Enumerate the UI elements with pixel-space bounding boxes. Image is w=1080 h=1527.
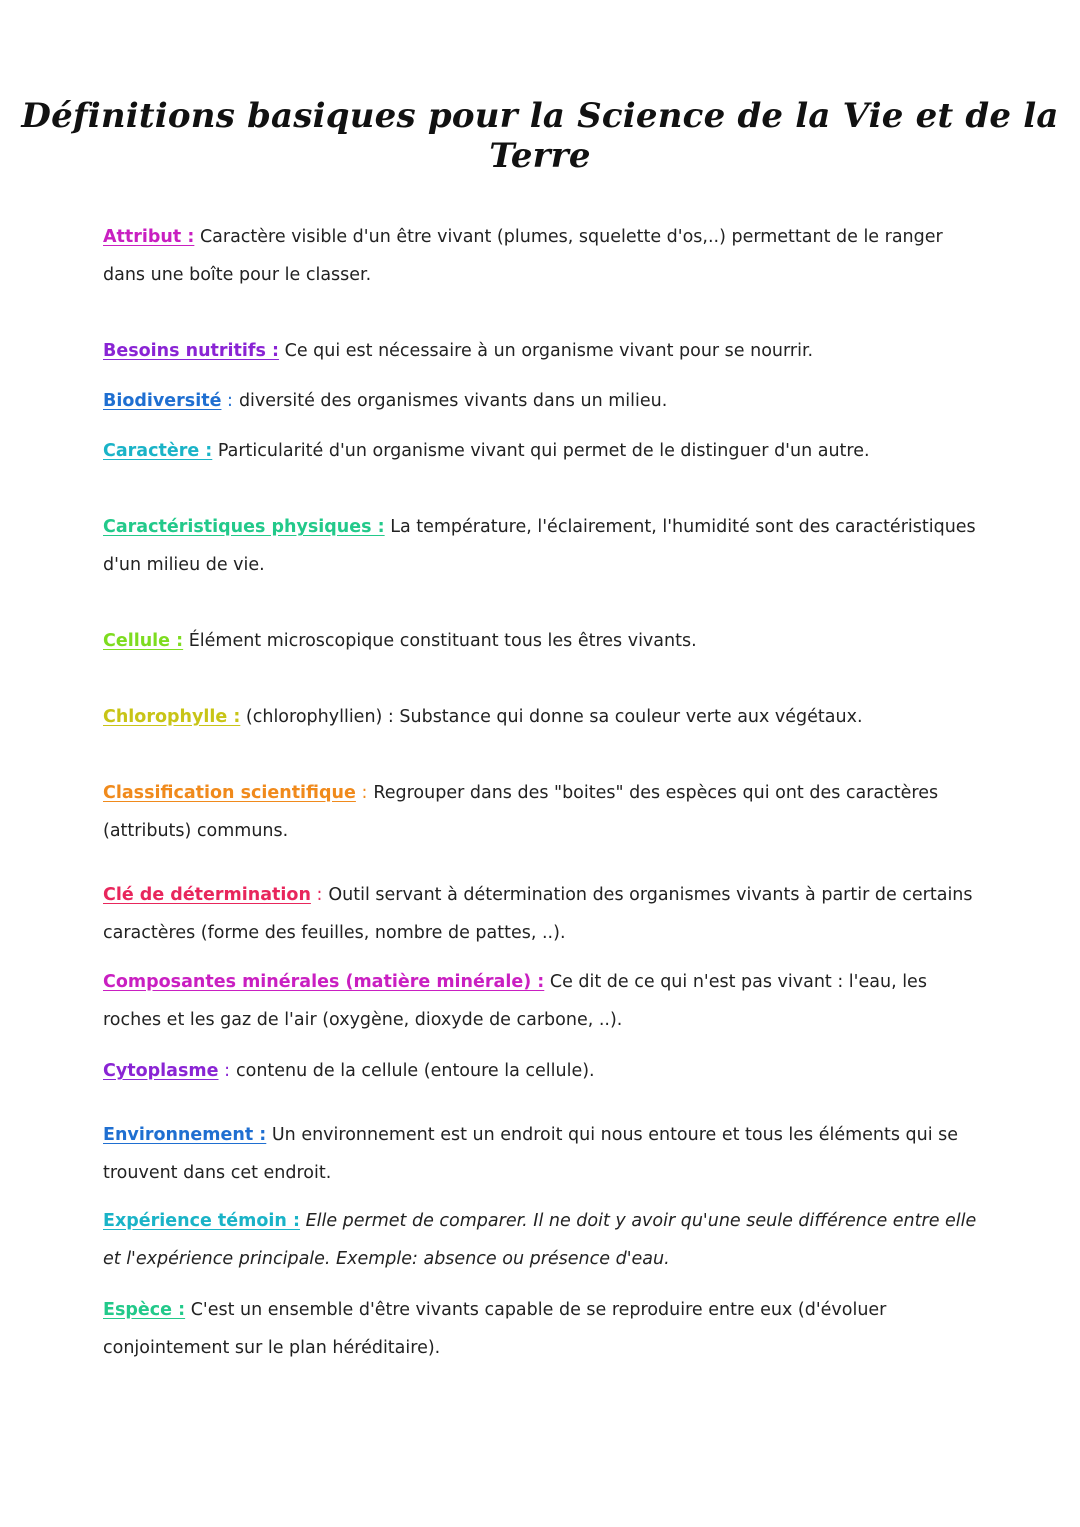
definition-text: Outil servant à détermination des organismes vivants à partir de certains caractères (forme des feuilles, nombre de pattes, ..). — [103, 885, 973, 943]
page-title: Définitions basiques pour la Science de la Vie et de la Terre — [21, 96, 1059, 176]
definition-entry — [103, 332, 983, 370]
definition-term: Environnement : — [103, 1125, 267, 1145]
definition-text: (chlorophyllien) : Substance qui donne sa couleur verte aux végétaux. — [245, 707, 863, 727]
definition-entry — [103, 1291, 983, 1367]
definition-term: Cellule : — [103, 631, 184, 651]
definition-entry — [103, 963, 983, 1039]
definition-term: Caractéristiques physiques : — [103, 517, 385, 537]
definition-term: Clé de détermination — [103, 885, 311, 905]
definition-text: Un environnement est un endroit qui nous entoure et tous les éléments qui se trouvent dans cet endroit. — [103, 1125, 959, 1183]
definition-text: La température, l'éclairement, l'humidité sont des caractéristiques d'un milieu de vie. — [103, 517, 976, 575]
definition-term: Chlorophylle : — [103, 707, 241, 727]
definition-entry — [103, 1202, 983, 1278]
definition-term: Classification scientifique — [103, 783, 356, 803]
definition-entry — [103, 876, 983, 952]
definition-separator: : — [316, 885, 323, 905]
definition-text: Caractère visible d'un être vivant (plumes, squelette d'os,..) permettant de le ranger dans une boîte pour le classer. — [103, 227, 943, 285]
definition-separator: : — [227, 391, 233, 411]
definition-entry — [103, 508, 983, 584]
definition-entry — [103, 382, 983, 420]
definition-text: Particularité d'un organisme vivant qui permet de le distinguer d'un autre. — [217, 441, 870, 461]
definition-text: Ce qui est nécessaire à un organisme vivant pour se nourrir. — [284, 341, 814, 361]
definition-term: Composantes minérales (matière minérale) : — [103, 972, 545, 992]
definition-term: Besoins nutritifs : — [103, 341, 280, 361]
definition-text: Ce dit de ce qui n'est pas vivant : l'eau, les roches et les gaz de l'air (oxygène, dioxyde de carbone, ..). — [103, 972, 927, 1030]
definition-term: Biodiversité — [103, 391, 222, 411]
definition-term: Expérience témoin : — [103, 1211, 300, 1231]
definition-entry — [103, 698, 983, 736]
definition-entry — [103, 622, 983, 660]
definition-term: Caractère : — [103, 441, 213, 461]
definition-entry — [103, 1052, 983, 1090]
definition-separator: : — [361, 783, 368, 803]
definition-text: diversité des organismes vivants dans un milieu. — [238, 391, 668, 411]
definition-text: contenu de la cellule (entoure la cellule). — [235, 1061, 595, 1081]
definition-text: Élément microscopique constituant tous les êtres vivants. — [188, 631, 697, 651]
definition-entry — [103, 432, 983, 470]
definition-entry — [103, 218, 983, 294]
definition-text: Elle permet de comparer. Il ne doit y avoir qu'une seule différence entre elle et l'expérience principale. Exemple: absence ou présence d'eau. — [103, 1211, 977, 1269]
definition-text: Regrouper dans des "boites" des espèces qui ont des caractères (attributs) communs. — [103, 783, 939, 841]
definition-separator: : — [224, 1061, 230, 1081]
definition-entry — [103, 774, 983, 850]
definition-term: Attribut : — [103, 227, 195, 247]
definition-entry — [103, 1116, 983, 1192]
definition-text: C'est un ensemble d'être vivants capable de se reproduire entre eux (d'évoluer conjointement sur le plan héréditaire). — [103, 1300, 887, 1358]
definition-term: Espèce : — [103, 1300, 186, 1320]
definition-term: Cytoplasme — [103, 1061, 219, 1081]
